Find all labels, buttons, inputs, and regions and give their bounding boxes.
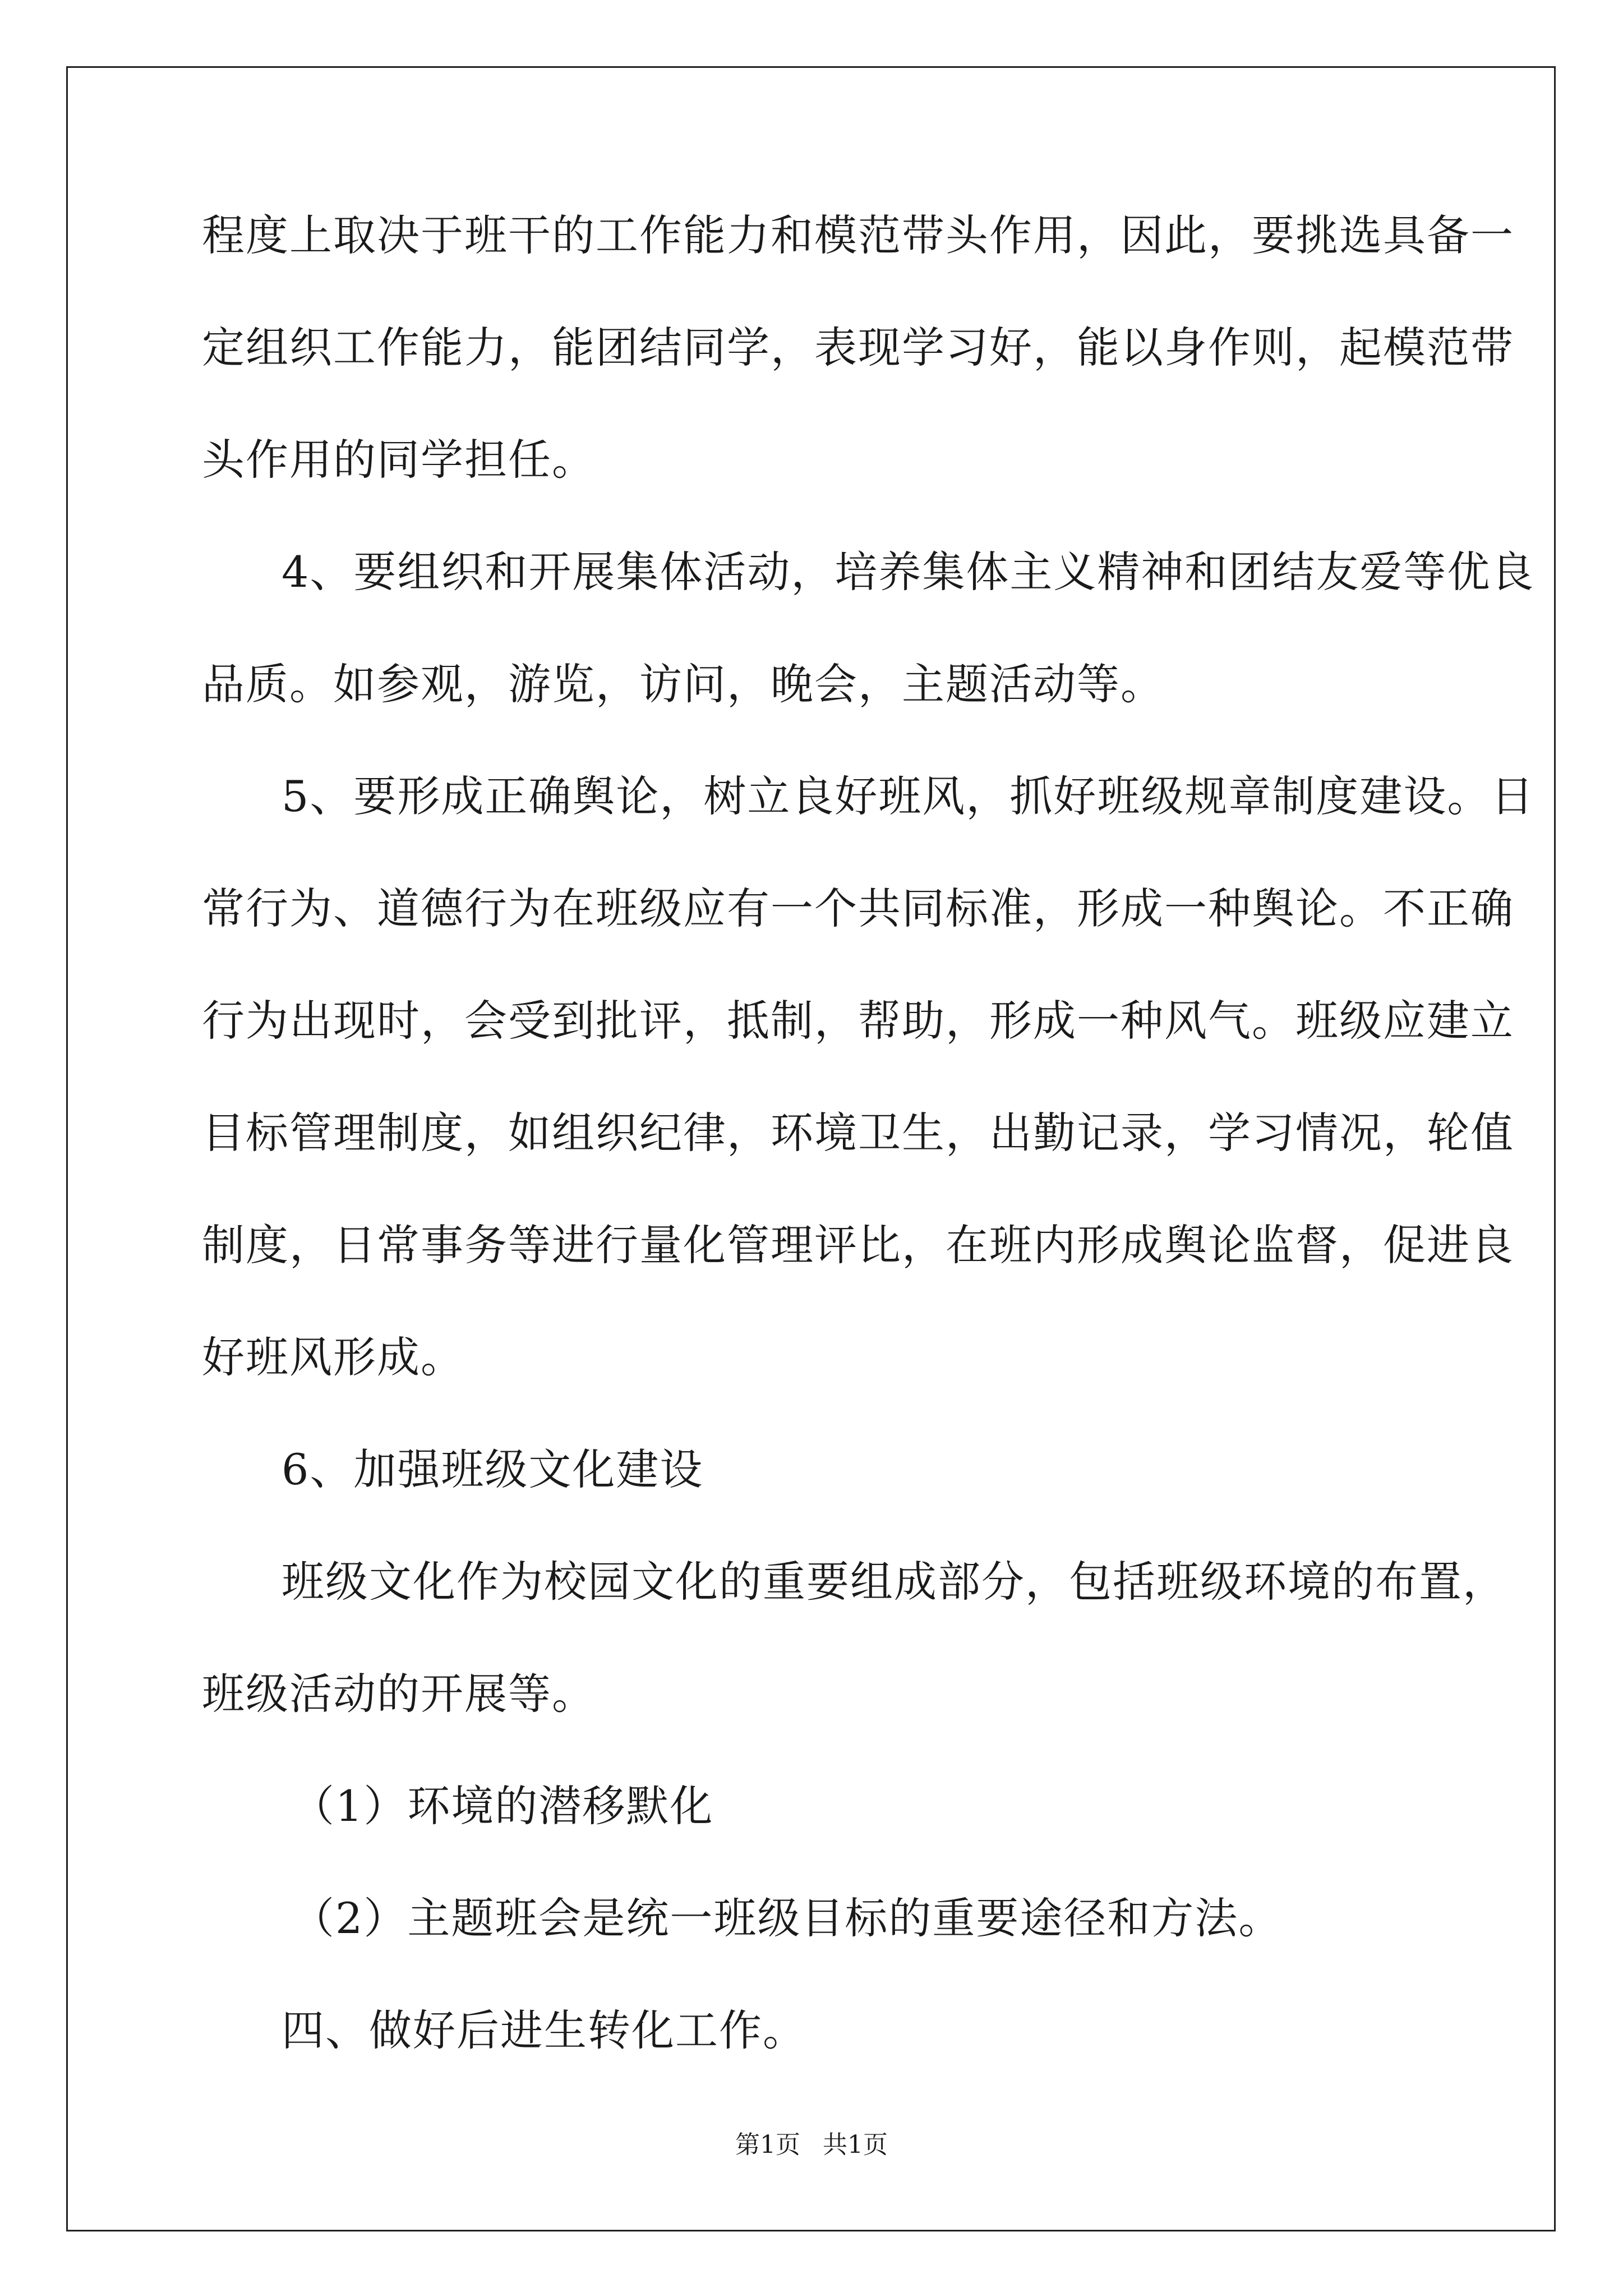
section-heading: 四、做好后进生转化工作。 <box>282 2005 806 2055</box>
list-item: （2）主题班会是统一班级目标的重要途径和方法。 <box>292 1893 1283 1943</box>
list-item: （1）环境的潜移默化 <box>292 1781 714 1831</box>
page-total: 共1页 <box>823 2131 888 2159</box>
paragraph-line: 制度，日常事务等进行量化管理评比，在班内形成舆论监督，促进良 <box>202 1220 1514 1270</box>
paragraph-line: 定组织工作能力，能团结同学，表现学习好，能以身作则，起模范带 <box>202 323 1514 372</box>
paragraph-line: 4、要组织和开展集体活动，培养集体主义精神和团结友爱等优良 <box>282 547 1535 597</box>
paragraph-line: 5、要形成正确舆论，树立良好班风，抓好班级规章制度建设。日 <box>282 771 1535 821</box>
paragraph-line: 班级文化作为校园文化的重要组成部分，包括班级环境的布置， <box>282 1557 1506 1607</box>
paragraph-line: 头作用的同学担任。 <box>202 435 596 485</box>
paragraph-line: 好班风形成。 <box>202 1332 464 1382</box>
paragraph-line: 程度上取决于班干的工作能力和模范带头作用，因此，要挑选具备一 <box>202 210 1514 260</box>
page-footer <box>0 2128 1623 2162</box>
paragraph-line: 行为出现时，会受到批评，抵制，帮助，形成一种风气。班级应建立 <box>202 996 1514 1046</box>
paragraph-line: 品质。如参观，游览，访问，晚会，主题活动等。 <box>202 659 1164 709</box>
page-number: 第1页 <box>735 2131 800 2159</box>
section-heading: 6、加强班级文化建设 <box>282 1444 704 1494</box>
paragraph-line: 常行为、道德行为在班级应有一个共同标准，形成一种舆论。不正确 <box>202 884 1514 933</box>
paragraph-line: 目标管理制度，如组织纪律，环境卫生，出勤记录，学习情况，轮值 <box>202 1108 1514 1158</box>
paragraph-line: 班级活动的开展等。 <box>202 1669 596 1719</box>
